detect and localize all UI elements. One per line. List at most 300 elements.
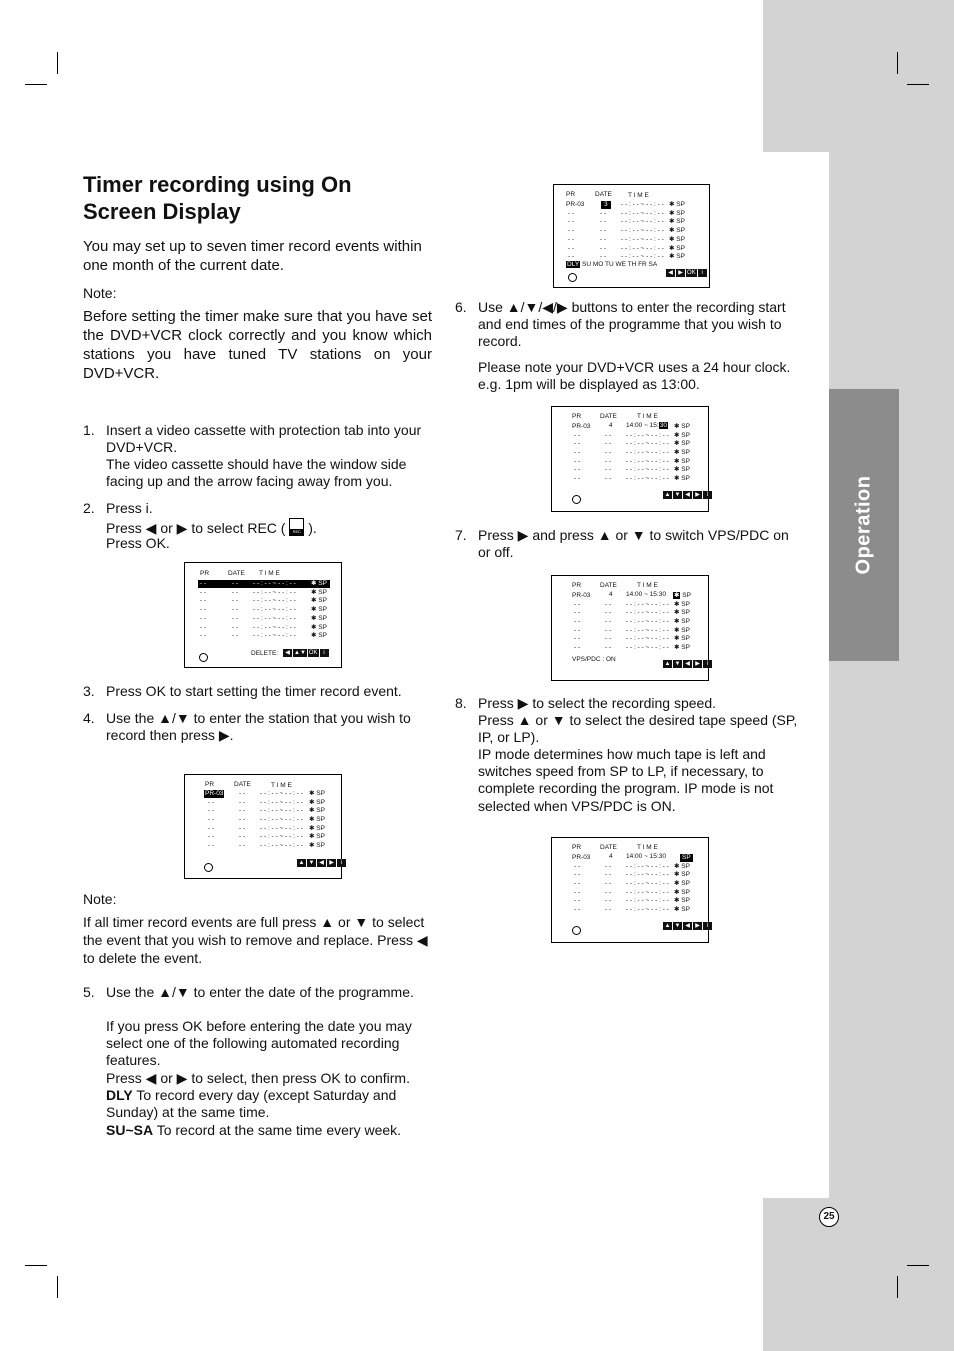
osd-speed-text: SP bbox=[681, 626, 690, 634]
osd-speed-text: SP bbox=[681, 880, 690, 887]
osd-speed-text: SP bbox=[316, 824, 325, 832]
disc-icon bbox=[568, 273, 577, 282]
osd-screen-1 bbox=[184, 562, 342, 668]
right-arrow-icon: ▶ bbox=[693, 922, 702, 930]
osd-date-header: DATE bbox=[600, 844, 617, 851]
osd-time-value: - - : - - ~ - - : - - bbox=[626, 880, 669, 887]
osd-time-value: - - : - - ~ - - : - - bbox=[260, 807, 303, 815]
osd-date-value: - - bbox=[605, 906, 612, 914]
osd-time-header: T I M E bbox=[637, 582, 658, 589]
down-arrow-icon: ▼ bbox=[674, 923, 681, 929]
osd-time-value: 14:00 ~ 15:30 bbox=[626, 853, 666, 860]
page-number: 25 bbox=[819, 1207, 839, 1227]
osd-station-value: - - bbox=[200, 597, 207, 605]
osd-time-value: - - : - - ~ - - : - - bbox=[626, 440, 669, 448]
osd-vps-status: VPS/PDC : ON bbox=[572, 656, 616, 663]
osd-time-value: - - : - - ~ - - : - - bbox=[253, 606, 296, 614]
osd-date-value: 4 bbox=[609, 853, 613, 860]
dly-text: To record every day (except Saturday and Sunday) at the same time. bbox=[106, 1087, 397, 1121]
osd-speed-text: SP bbox=[316, 790, 325, 797]
step-2-text-b: Press ◀ or ▶ to select REC ( bbox=[106, 520, 286, 536]
right-arrow-icon: ▶ bbox=[327, 859, 336, 867]
osd-speed-text: SP bbox=[681, 600, 690, 608]
osd-controls bbox=[663, 491, 713, 499]
osd-speed-text: SP bbox=[316, 842, 325, 850]
step-5-susa bbox=[106, 1122, 428, 1139]
crop-mark bbox=[897, 52, 898, 74]
osd-date-value: - - bbox=[600, 253, 607, 261]
osd-delete-label: DELETE: bbox=[251, 650, 279, 657]
osd-time-header: T I M E bbox=[628, 192, 649, 199]
osd-date-value: - - bbox=[605, 475, 612, 483]
susa-text: To record at the same time every week. bbox=[153, 1122, 402, 1138]
osd-speed-value: ✱ SP bbox=[674, 635, 690, 643]
crop-mark bbox=[57, 1276, 58, 1298]
step-1-text: Insert a video cassette with protection tab into your DVD+VCR. bbox=[106, 422, 422, 456]
osd-station-value: - - bbox=[574, 466, 581, 474]
osd-dly-option: DLY bbox=[567, 261, 580, 268]
osd-station-value: - - bbox=[208, 816, 215, 823]
info-icon: i bbox=[703, 660, 712, 668]
osd-station-value: - - bbox=[574, 862, 581, 870]
osd-time-value: - - : - - ~ - - : - - bbox=[626, 449, 669, 456]
osd-station-value: - - bbox=[200, 588, 207, 596]
osd-date-value: - - bbox=[605, 871, 612, 879]
osd-time-value: - - : - - ~ - - : - - bbox=[260, 798, 303, 806]
info-icon: i bbox=[703, 491, 712, 499]
osd-speed-value: ✱ SP bbox=[309, 816, 325, 823]
osd-controls bbox=[297, 859, 347, 867]
osd-date-value: - - bbox=[600, 218, 607, 226]
step-5-text-c: Press ◀ or ▶ to select, then press OK to confirm. bbox=[106, 1070, 410, 1086]
info-icon: i bbox=[698, 269, 707, 277]
osd-station-value: - - bbox=[200, 632, 207, 640]
osd-date-value: - - bbox=[605, 862, 612, 870]
osd-speed-text: SP bbox=[681, 897, 690, 905]
step-8-text-c: IP mode determines how much tape is left and switches speed from SP to LP, if necessary, to complete recording the program. IP mode is not selected when VPS/PDC is ON. bbox=[478, 746, 774, 814]
info-icon: i bbox=[703, 922, 712, 930]
osd-time-header: T I M E bbox=[637, 413, 658, 420]
osd-speed-text: SP bbox=[681, 449, 690, 456]
osd-time-value: - - : - - ~ - - : - - bbox=[253, 597, 296, 605]
osd-speed-text: SP bbox=[681, 862, 690, 870]
osd-date-value: - - bbox=[239, 790, 246, 797]
osd-time-value: - - : - - ~ - - : - - bbox=[260, 842, 303, 850]
osd-time-value: - - : - - ~ - - : - - bbox=[626, 466, 669, 474]
step-number: 4. bbox=[83, 710, 95, 726]
osd-speed-value: ✱ SP bbox=[674, 457, 690, 465]
osd-date-header: DATE bbox=[600, 582, 617, 589]
osd-date-value: - - bbox=[605, 609, 612, 617]
osd-ok-button: OK bbox=[687, 270, 696, 276]
disc-icon bbox=[204, 863, 213, 872]
osd-speed-value: ✱ SP bbox=[311, 606, 327, 614]
osd-pr-header: PR bbox=[200, 570, 210, 577]
vps-icon: ✱ bbox=[674, 592, 680, 599]
side-band bbox=[829, 152, 954, 1198]
osd-date-value: - - bbox=[605, 457, 612, 465]
osd-speed-value: ✱ SP bbox=[311, 632, 327, 640]
osd-speed-text: SP bbox=[681, 635, 690, 643]
osd-time-value: - - : - - ~ - - : - - bbox=[626, 635, 669, 643]
osd-date-value: - - bbox=[232, 606, 239, 614]
osd-speed-value: ✱ SP bbox=[674, 888, 690, 896]
osd-time-value: - - : - - ~ - - : - - bbox=[626, 431, 669, 439]
osd-station-value: PR-03 bbox=[566, 201, 585, 208]
osd-station-value: - - bbox=[574, 906, 581, 914]
osd-days-options: SU MO TU WE TH FR SA bbox=[581, 261, 658, 268]
up-arrow-icon: ▲ bbox=[664, 661, 671, 667]
step-2-text-c: Press OK. bbox=[106, 535, 170, 551]
osd-speed-value: ✱ SP bbox=[674, 466, 690, 474]
step-1-text-b: The video cassette should have the window side facing up and the arrow facing away from you. bbox=[106, 456, 407, 490]
step-8-text: Press ▶ to select the recording speed. bbox=[478, 695, 716, 711]
osd-speed-value: ✱ SP bbox=[311, 623, 327, 631]
osd-station-value: - - bbox=[574, 626, 581, 634]
osd-speed-value bbox=[673, 592, 691, 600]
left-arrow-icon: ◀ bbox=[666, 269, 675, 277]
osd-date-value: - - bbox=[605, 635, 612, 643]
osd-time-value: - - : - - ~ - - : - - bbox=[253, 623, 296, 631]
osd-time-value: - - : - - ~ - - : - - bbox=[626, 457, 669, 465]
osd-date-header: DATE bbox=[228, 570, 245, 577]
osd-speed-value: ✱ SP bbox=[669, 253, 685, 261]
osd-speed-text: SP bbox=[681, 609, 690, 617]
down-arrow-icon: ▼ bbox=[308, 860, 315, 866]
osd-speed-value: ✱ SP bbox=[669, 209, 685, 217]
down-arrow-icon: ▼ bbox=[674, 492, 681, 498]
osd-date-value: - - bbox=[232, 597, 239, 605]
dly-keyword: DLY bbox=[106, 1087, 133, 1103]
note2-label: Note: bbox=[83, 891, 117, 907]
osd-station-value: - - bbox=[568, 235, 575, 243]
osd-time-value: - - : - - ~ - - : - - bbox=[621, 253, 664, 261]
osd-screen-6 bbox=[551, 837, 709, 943]
osd-speed-text: SP bbox=[318, 580, 327, 587]
osd-pr-header: PR bbox=[572, 582, 582, 589]
osd-station-value: - - bbox=[568, 244, 575, 252]
osd-date-value: - - bbox=[605, 880, 612, 887]
left-arrow-icon: ◀ bbox=[317, 859, 326, 867]
osd-time-value: - - : - - ~ - - : - - bbox=[260, 833, 303, 841]
osd-speed-value: ✱ SP bbox=[674, 609, 690, 617]
osd-station-value: - - bbox=[574, 880, 581, 887]
up-arrow-icon: ▲ bbox=[298, 860, 305, 866]
osd-speed-value: ✱ SP bbox=[669, 218, 685, 226]
osd-station-value: - - bbox=[574, 635, 581, 643]
osd-time-header: T I M E bbox=[637, 844, 658, 851]
osd-date-header: DATE bbox=[595, 191, 612, 198]
up-arrow-icon: ▲ bbox=[664, 492, 671, 498]
osd-time-value bbox=[626, 422, 668, 430]
osd-station-value: PR-03 bbox=[572, 854, 591, 861]
up-arrow-icon: ▲ bbox=[664, 923, 671, 929]
osd-speed-text: SP bbox=[318, 623, 327, 631]
osd-time-value: - - : - - ~ - - : - - bbox=[621, 235, 664, 243]
step-7-text: Press ▶ and press ▲ or ▼ to switch VPS/PDC on or off. bbox=[478, 527, 789, 561]
osd-controls bbox=[663, 922, 713, 930]
osd-station-value: - - bbox=[568, 253, 575, 261]
osd-time-value: - - : - - ~ - - : - - bbox=[253, 588, 296, 596]
osd-pr-header: PR bbox=[572, 413, 582, 420]
osd-speed-value: ✱ SP bbox=[674, 644, 690, 652]
note-text: Before setting the timer make sure that you have set the DVD+VCR clock correctly and you know which stations you have tuned TV stations on your DVD+VCR. bbox=[83, 308, 432, 382]
osd-screen-5 bbox=[551, 575, 709, 681]
osd-speed-text: SP bbox=[681, 423, 690, 430]
osd-date-value: - - bbox=[600, 244, 607, 252]
osd-days-row bbox=[566, 261, 657, 269]
osd-date-value: 3 bbox=[601, 201, 611, 209]
osd-screen-2 bbox=[184, 774, 342, 879]
osd-time-value: - - : - - ~ - - : - - bbox=[626, 475, 669, 483]
osd-speed-text: SP bbox=[681, 888, 690, 896]
osd-speed-text: SP bbox=[681, 457, 690, 465]
page-title: Timer recording using On Screen Display bbox=[83, 172, 352, 224]
updown-arrow-icon: ▲▼ bbox=[294, 650, 306, 656]
osd-speed-value: ✱ SP bbox=[674, 862, 690, 870]
osd-speed-value: ✱ SP bbox=[674, 423, 690, 430]
osd-speed-value: ✱ SP bbox=[311, 580, 327, 587]
osd-station-value: - - bbox=[574, 618, 581, 625]
left-arrow-icon: ◀ bbox=[283, 649, 292, 657]
osd-time-value: - - : - - ~ - - : - - bbox=[253, 632, 296, 640]
right-arrow-icon: ▶ bbox=[693, 491, 702, 499]
osd-station-value: - - bbox=[200, 606, 207, 614]
osd-speed-value: ✱ SP bbox=[309, 790, 325, 797]
osd-speed-value: ✱ SP bbox=[309, 842, 325, 850]
osd-date-value: - - bbox=[605, 626, 612, 634]
osd-station-value: - - bbox=[568, 209, 575, 217]
osd-speed-text: SP bbox=[681, 618, 690, 625]
osd-date-value: - - bbox=[605, 600, 612, 608]
osd-time-value: - - : - - ~ - - : - - bbox=[621, 201, 664, 208]
step-number: 7. bbox=[455, 527, 467, 543]
osd-speed-value: SP bbox=[682, 854, 691, 861]
osd-speed-value: ✱ SP bbox=[669, 227, 685, 235]
osd-speed-value: ✱ SP bbox=[311, 588, 327, 596]
osd-date-value: - - bbox=[239, 824, 246, 832]
crop-mark bbox=[907, 1265, 929, 1266]
osd-date-value: - - bbox=[232, 588, 239, 596]
osd-time-value: - - : - - ~ - - : - - bbox=[260, 816, 303, 823]
left-arrow-icon: ◀ bbox=[683, 922, 692, 930]
crop-mark bbox=[57, 52, 58, 74]
osd-speed-text: SP bbox=[676, 227, 685, 235]
osd-time-value: - - : - - ~ - - : - - bbox=[621, 218, 664, 226]
left-arrow-icon: ◀ bbox=[683, 491, 692, 499]
osd-speed-text: SP bbox=[676, 209, 685, 217]
osd-ok-button: OK bbox=[308, 650, 318, 656]
osd-speed-value: ✱ SP bbox=[309, 833, 325, 841]
disc-icon bbox=[572, 926, 581, 935]
crop-mark bbox=[907, 84, 929, 85]
osd-speed-text: SP bbox=[318, 632, 327, 640]
osd-date-value: - - bbox=[232, 580, 239, 587]
osd-date-value: - - bbox=[605, 466, 612, 474]
step-6-text: Use ▲/▼/◀/▶ buttons to enter the recording start and end times of the programme that you wish to record. bbox=[478, 299, 786, 350]
intro-text: You may set up to seven timer record events within one month of the current date. bbox=[83, 238, 422, 274]
osd-station-value: - - bbox=[200, 580, 207, 587]
osd-time-value: - - : - - ~ - - : - - bbox=[253, 614, 296, 622]
osd-screen-4 bbox=[551, 406, 709, 512]
osd-speed-value: ✱ SP bbox=[674, 449, 690, 456]
osd-pr-header: PR bbox=[566, 191, 576, 198]
osd-station-value: - - bbox=[208, 842, 215, 850]
osd-speed-value: ✱ SP bbox=[311, 597, 327, 605]
osd-speed-text: SP bbox=[681, 871, 690, 879]
osd-speed-text: SP bbox=[681, 644, 690, 652]
osd-time-value: - - : - - ~ - - : - - bbox=[253, 580, 296, 587]
rec-icon-label: REC bbox=[290, 529, 303, 535]
osd-speed-text: SP bbox=[318, 614, 327, 622]
osd-station-value: PR-03 bbox=[572, 592, 591, 599]
step-5-dly bbox=[106, 1087, 428, 1121]
osd-speed-value: ✱ SP bbox=[674, 431, 690, 439]
step-number: 5. bbox=[83, 984, 95, 1000]
osd-time-value: - - : - - ~ - - : - - bbox=[626, 897, 669, 905]
osd-speed-text: SP bbox=[316, 798, 325, 806]
osd-speed-text: SP bbox=[676, 235, 685, 243]
osd-speed-value: ✱ SP bbox=[674, 440, 690, 448]
osd-date-value: - - bbox=[600, 209, 607, 217]
osd-time-value: - - : - - ~ - - : - - bbox=[626, 626, 669, 634]
info-icon: i bbox=[320, 649, 329, 657]
osd-speed-value: ✱ SP bbox=[674, 475, 690, 483]
osd-speed-text: SP bbox=[681, 475, 690, 483]
osd-speed-text: SP bbox=[316, 816, 325, 823]
osd-station-value: PR-03 bbox=[205, 790, 224, 797]
osd-station-value: - - bbox=[574, 449, 581, 456]
osd-speed-value: ✱ SP bbox=[674, 906, 690, 914]
osd-time-value: 14:00 ~ 15:30 bbox=[626, 591, 666, 598]
osd-speed-value: ✱ SP bbox=[309, 798, 325, 806]
osd-controls bbox=[666, 269, 708, 277]
osd-speed-value: ✱ SP bbox=[674, 880, 690, 887]
info-icon: i bbox=[337, 859, 346, 867]
osd-speed-text: SP bbox=[681, 440, 690, 448]
osd-station-value: - - bbox=[574, 600, 581, 608]
osd-speed-text: SP bbox=[676, 253, 685, 261]
osd-station-value: - - bbox=[574, 609, 581, 617]
osd-time-header: T I M E bbox=[271, 782, 292, 789]
osd-station-value: - - bbox=[574, 897, 581, 905]
osd-station-value: - - bbox=[574, 431, 581, 439]
osd-speed-text: SP bbox=[318, 606, 327, 614]
osd-time-value: - - : - - ~ - - : - - bbox=[626, 600, 669, 608]
step-6-text-b: Please note your DVD+VCR uses a 24 hour clock. e.g. 1pm will be displayed as 13:00. bbox=[478, 359, 791, 393]
osd-speed-text: SP bbox=[316, 807, 325, 815]
step-2-text-b2: ). bbox=[308, 520, 317, 536]
osd-station-value: - - bbox=[574, 644, 581, 652]
osd-date-value: - - bbox=[239, 798, 246, 806]
osd-station-value: - - bbox=[574, 457, 581, 465]
section-tab-label: Operation bbox=[852, 475, 875, 575]
osd-station-value: - - bbox=[200, 614, 207, 622]
osd-controls bbox=[283, 649, 330, 657]
osd-speed-text: SP bbox=[676, 244, 685, 252]
osd-date-value: - - bbox=[600, 227, 607, 235]
osd-time-value: - - : - - ~ - - : - - bbox=[626, 906, 669, 914]
osd-date-value: - - bbox=[239, 842, 246, 850]
step-number: 6. bbox=[455, 299, 467, 315]
down-arrow-icon: ▼ bbox=[674, 661, 681, 667]
step-4-text: Use the ▲/▼ to enter the station that you wish to record then press ▶. bbox=[106, 710, 411, 744]
osd-time-value: - - : - - ~ - - : - - bbox=[626, 609, 669, 617]
osd-speed-text: SP bbox=[318, 588, 327, 596]
osd-date-value: - - bbox=[600, 235, 607, 243]
step-5-text: Use the ▲/▼ to enter the date of the programme. bbox=[106, 984, 414, 1000]
osd-date-value: - - bbox=[232, 614, 239, 622]
osd-speed-text: SP bbox=[676, 201, 685, 208]
osd-date-value: - - bbox=[605, 644, 612, 652]
osd-time-value: - - : - - ~ - - : - - bbox=[626, 871, 669, 879]
osd-time-partial: 14:00 ~ 15: bbox=[626, 422, 659, 429]
osd-date-value: - - bbox=[239, 833, 246, 841]
osd-speed-text: SP bbox=[682, 592, 691, 599]
rec-icon bbox=[289, 518, 304, 536]
susa-keyword: SU~SA bbox=[106, 1122, 154, 1138]
osd-date-value: - - bbox=[239, 816, 246, 823]
osd-time-value: - - : - - ~ - - : - - bbox=[260, 824, 303, 832]
osd-pr-header: PR bbox=[205, 781, 215, 788]
osd-speed-text: SP bbox=[676, 218, 685, 226]
step-number: 1. bbox=[83, 422, 95, 438]
osd-date-value: - - bbox=[605, 618, 612, 625]
osd-speed-value: ✱ SP bbox=[674, 871, 690, 879]
osd-date-value: 4 bbox=[609, 422, 613, 429]
osd-speed-value: ✱ SP bbox=[311, 614, 327, 622]
osd-speed-value: ✱ SP bbox=[669, 244, 685, 252]
left-arrow-icon: ◀ bbox=[683, 660, 692, 668]
osd-time-header: T I M E bbox=[259, 570, 280, 577]
osd-speed-value: ✱ SP bbox=[674, 600, 690, 608]
osd-station-value: - - bbox=[200, 623, 207, 631]
disc-icon bbox=[572, 495, 581, 504]
osd-speed-text: SP bbox=[318, 597, 327, 605]
right-arrow-icon: ▶ bbox=[693, 660, 702, 668]
osd-station-value: - - bbox=[208, 833, 215, 841]
step-number: 2. bbox=[83, 500, 95, 516]
osd-date-value: - - bbox=[232, 632, 239, 640]
osd-station-value: - - bbox=[574, 888, 581, 896]
right-arrow-icon: ▶ bbox=[676, 269, 685, 277]
osd-station-value: - - bbox=[574, 475, 581, 483]
osd-date-value: - - bbox=[605, 440, 612, 448]
disc-icon bbox=[199, 653, 208, 662]
osd-time-value: - - : - - ~ - - : - - bbox=[626, 644, 669, 652]
osd-controls bbox=[663, 660, 713, 668]
crop-mark bbox=[25, 1265, 47, 1266]
osd-station-value: - - bbox=[208, 798, 215, 806]
side-band-bottom bbox=[763, 1198, 954, 1351]
step-8-text-b: Press ▲ or ▼ to select the desired tape speed (SP, IP, or LP). bbox=[478, 712, 798, 746]
step-2-text: Press i. bbox=[106, 500, 153, 516]
osd-station-value: - - bbox=[208, 807, 215, 815]
osd-time-value: - - : - - ~ - - : - - bbox=[626, 618, 669, 625]
osd-date-header: DATE bbox=[600, 413, 617, 420]
osd-speed-value: ✱ SP bbox=[674, 618, 690, 625]
note-label: Note: bbox=[83, 285, 117, 301]
note2-text: If all timer record events are full press ▲ or ▼ to select the event that you wish to remove and replace. Press ◀ to delete the event. bbox=[83, 914, 428, 966]
side-band-top bbox=[763, 0, 954, 152]
crop-mark bbox=[25, 84, 47, 85]
osd-screen-3 bbox=[553, 184, 710, 288]
osd-speed-value: ✱ SP bbox=[669, 235, 685, 243]
osd-time-value: - - : - - ~ - - : - - bbox=[621, 244, 664, 252]
osd-date-header: DATE bbox=[234, 781, 251, 788]
osd-pr-header: PR bbox=[572, 844, 582, 851]
osd-speed-text: SP bbox=[681, 431, 690, 439]
